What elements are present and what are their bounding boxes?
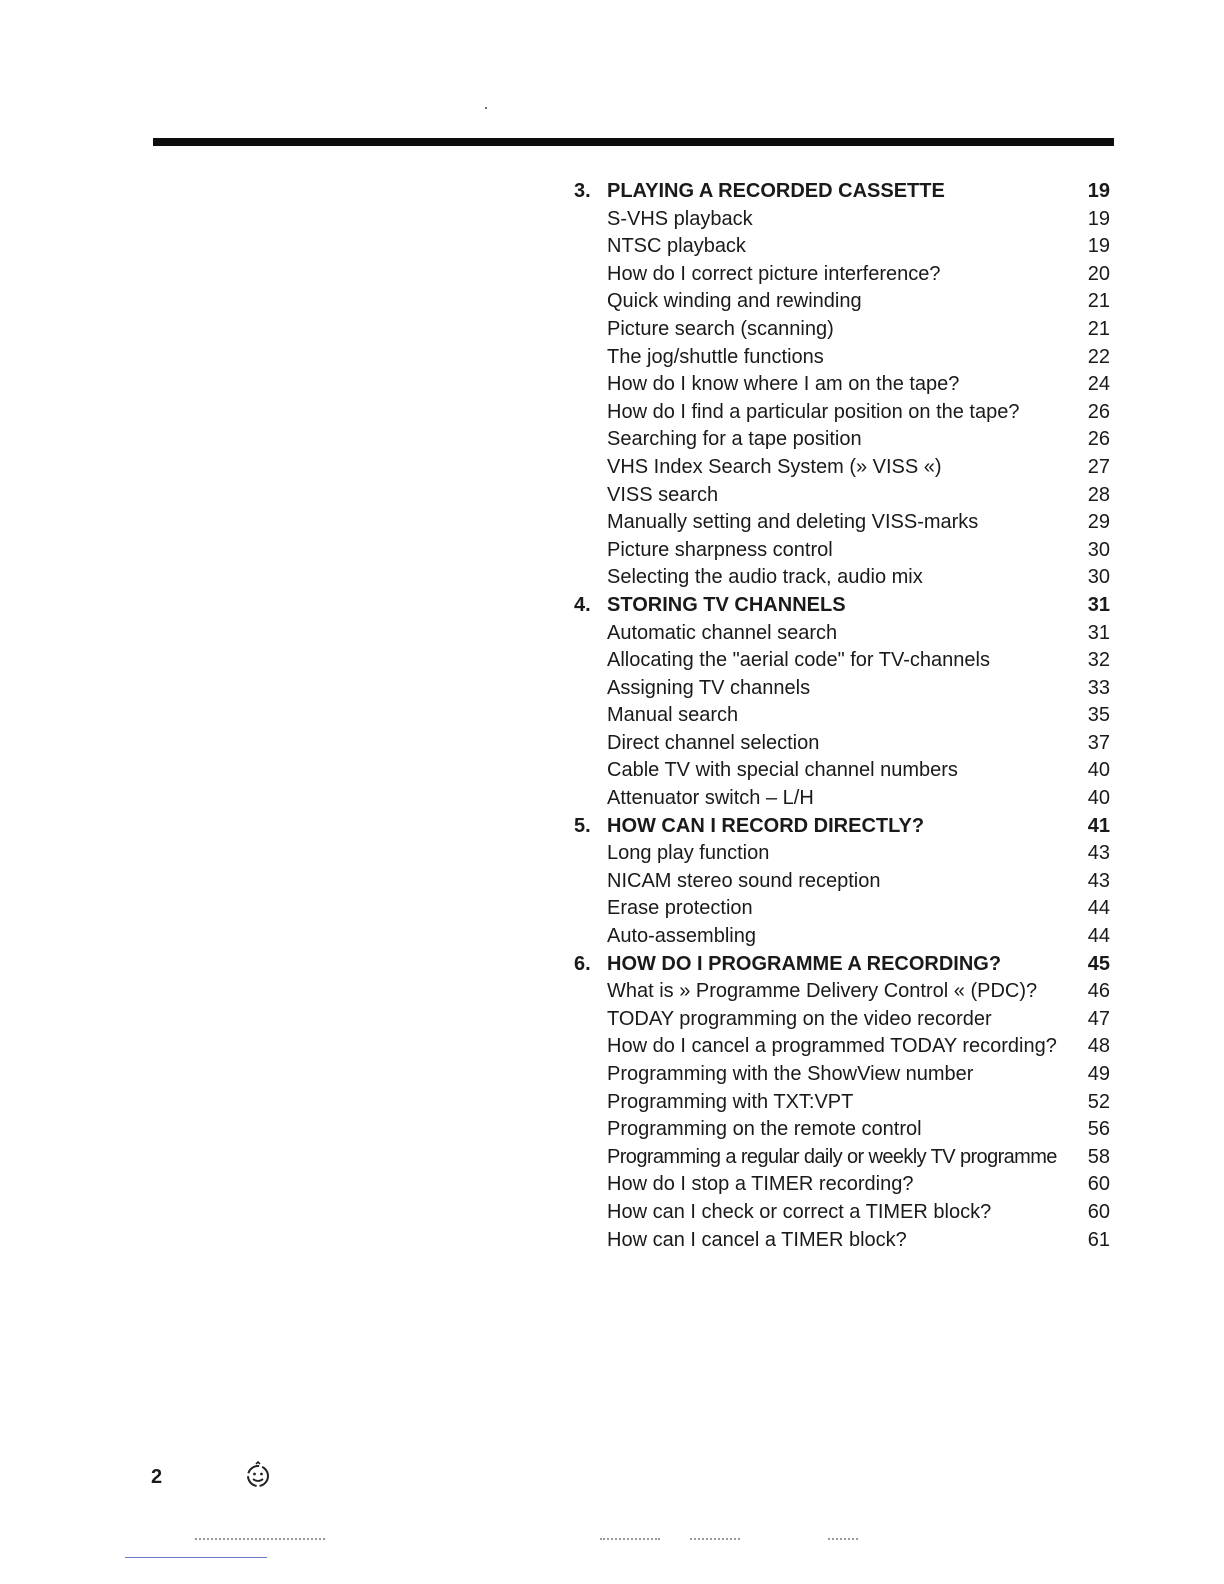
toc-entry-title: Assigning TV channels — [607, 676, 811, 699]
toc-entry-row — [574, 564, 1114, 592]
toc-page-number: 41 — [1087, 814, 1110, 837]
toc-entry-row — [574, 923, 1114, 951]
toc-page-number: 61 — [1087, 1228, 1110, 1251]
toc-entry-row — [574, 454, 1114, 482]
toc-page-number: 35 — [1087, 704, 1110, 727]
toc-entry-row — [574, 1089, 1114, 1117]
scan-speck — [485, 107, 487, 109]
toc-page-number: 24 — [1087, 373, 1110, 396]
toc-entry-title: Searching for a tape position — [607, 428, 862, 451]
toc-entry-title: How can I cancel a TIMER block? — [607, 1228, 907, 1251]
page-number: 2 — [151, 1466, 163, 1488]
toc-entry-title: How can I check or correct a TIMER block? — [607, 1200, 992, 1223]
toc-page-number: 49 — [1087, 1063, 1110, 1085]
toc-entry-title: How do I correct picture interference? — [607, 262, 941, 285]
scan-artifact — [690, 1538, 740, 1542]
toc-entry-title: Picture search (scanning) — [607, 317, 834, 340]
toc-page-number: 19 — [1087, 235, 1110, 258]
toc-entry-row — [574, 620, 1114, 648]
toc-page-number: 22 — [1087, 345, 1110, 368]
toc-entry-row — [574, 1199, 1114, 1227]
toc-entry-row — [574, 1116, 1114, 1144]
toc-entry-title: Selecting the audio track, audio mix — [607, 566, 923, 589]
toc-page-number: 21 — [1087, 317, 1110, 340]
toc-page-number: 33 — [1087, 676, 1110, 699]
toc-entry-title: What is » Programme Delivery Control « (PDC)? — [607, 980, 1038, 1003]
toc-section-title: HOW CAN I RECORD DIRECTLY? — [607, 814, 925, 837]
toc-page-number: 28 — [1087, 483, 1110, 506]
toc-entry-title: Manual search — [607, 704, 739, 727]
toc-entry-title: Attenuator switch – L/H — [607, 787, 814, 810]
toc-entry-row — [574, 344, 1114, 372]
toc-page-number: 56 — [1087, 1118, 1110, 1141]
toc-page-number: 45 — [1087, 952, 1110, 975]
toc-entry-row — [574, 233, 1114, 261]
toc-page-number: 26 — [1087, 428, 1110, 451]
toc-section-title: PLAYING A RECORDED CASSETTE — [607, 180, 945, 202]
toc-entry-title: How do I cancel a programmed TODAY recording? — [607, 1035, 1057, 1058]
recycle-face-icon — [243, 1460, 273, 1490]
toc-entry-row — [574, 288, 1114, 316]
toc-page-number: 31 — [1087, 621, 1110, 644]
toc-entry-row — [574, 426, 1114, 454]
toc-entry-title: How do I know where I am on the tape? — [607, 373, 960, 396]
toc-entry-title: NTSC playback — [607, 235, 746, 258]
toc-entry-row — [574, 537, 1114, 565]
toc-entry-row — [574, 509, 1114, 537]
toc-entry-row — [574, 316, 1114, 344]
toc-entry-title: Manually setting and deleting VISS-marks — [607, 511, 979, 534]
toc-entry-row — [574, 702, 1114, 730]
toc-section-title: HOW DO I PROGRAMME A RECORDING? — [607, 952, 1002, 975]
toc-entry-row — [574, 1033, 1114, 1061]
toc-page-number: 26 — [1087, 400, 1110, 423]
toc-entry-row — [574, 482, 1114, 510]
table-of-contents — [574, 178, 1114, 1254]
toc-section-title: STORING TV CHANNELS — [607, 593, 846, 616]
toc-section-row — [574, 951, 1114, 979]
toc-entry-title: VHS Index Search System (» VISS «) — [607, 455, 942, 478]
toc-page-number: 40 — [1087, 759, 1110, 782]
toc-entry-title: How do I find a particular position on the tape? — [607, 400, 1020, 423]
toc-entry-row — [574, 840, 1114, 868]
toc-section-number: 5. — [574, 814, 591, 837]
toc-entry-title: S-VHS playback — [607, 207, 753, 230]
toc-entry-title: Allocating the "aerial code" for TV-channels — [607, 649, 990, 672]
toc-entry-row — [574, 399, 1114, 427]
toc-page-number: 40 — [1087, 787, 1110, 810]
top-rule — [153, 138, 1114, 146]
toc-entry-row — [574, 895, 1114, 923]
toc-entry-row — [574, 868, 1114, 896]
toc-section-number: 3. — [574, 180, 591, 202]
toc-page-number: 21 — [1087, 290, 1110, 313]
toc-entry-title: Programming with the ShowView number — [607, 1063, 974, 1085]
toc-page-number: 46 — [1087, 980, 1110, 1003]
toc-entry-title: Auto-assembling — [607, 925, 756, 948]
toc-page-number: 43 — [1087, 869, 1110, 892]
toc-entry-row — [574, 261, 1114, 289]
toc-page-number: 44 — [1087, 925, 1110, 948]
scan-artifact — [600, 1538, 660, 1542]
toc-entry-row — [574, 1171, 1114, 1199]
toc-entry-title: Automatic channel search — [607, 621, 838, 644]
toc-entry-title: NICAM stereo sound reception — [607, 869, 881, 892]
toc-entry-row — [574, 1227, 1114, 1255]
toc-page-number: 30 — [1087, 538, 1110, 561]
toc-entry-row — [574, 785, 1114, 813]
toc-page-number: 31 — [1087, 593, 1110, 616]
toc-entry-title: Long play function — [607, 842, 770, 865]
toc-page-number: 29 — [1087, 511, 1110, 534]
toc-entry-title: Programming with TXT:VPT — [607, 1090, 854, 1113]
toc-entry-title: VISS search — [607, 483, 719, 506]
toc-entry-row — [574, 1144, 1114, 1172]
toc-entry-row — [574, 206, 1114, 234]
toc-page-number: 20 — [1087, 262, 1110, 285]
toc-entry-title: Quick winding and rewinding — [607, 290, 862, 313]
toc-entry-row — [574, 647, 1114, 675]
toc-entry-title: TODAY programming on the video recorder — [607, 1007, 992, 1030]
toc-entry-title: How do I stop a TIMER recording? — [607, 1173, 914, 1196]
toc-section-row — [574, 813, 1114, 841]
toc-entry-title: Programming on the remote control — [607, 1118, 922, 1141]
scan-artifact — [195, 1538, 325, 1542]
toc-page-number: 58 — [1087, 1145, 1110, 1168]
bottom-line — [125, 1557, 267, 1558]
toc-entry-title: Programming a regular daily or weekly TV programme — [607, 1145, 1057, 1168]
toc-entry-title: Picture sharpness control — [607, 538, 833, 561]
toc-page-number: 60 — [1087, 1173, 1110, 1196]
toc-page-number: 30 — [1087, 566, 1110, 589]
toc-page-number: 19 — [1087, 180, 1110, 202]
toc-page-number: 27 — [1087, 455, 1110, 478]
toc-page-number: 47 — [1087, 1007, 1110, 1030]
toc-page-number: 37 — [1087, 731, 1110, 754]
toc-section-row — [574, 592, 1114, 620]
toc-entry-title: Direct channel selection — [607, 731, 820, 754]
toc-page-number: 44 — [1087, 897, 1110, 920]
toc-section-row — [574, 178, 1114, 206]
toc-page-number: 48 — [1087, 1035, 1110, 1058]
toc-entry-row — [574, 1061, 1114, 1089]
toc-page-number: 19 — [1087, 207, 1110, 230]
toc-entry-row — [574, 675, 1114, 703]
toc-section-number: 4. — [574, 593, 591, 616]
toc-page-number: 43 — [1087, 842, 1110, 865]
toc-entry-row — [574, 978, 1114, 1006]
toc-entry-row — [574, 371, 1114, 399]
toc-page-number: 60 — [1087, 1200, 1110, 1223]
toc-page-number: 32 — [1087, 649, 1110, 672]
scan-artifact — [828, 1538, 858, 1542]
toc-entry-title: The jog/shuttle functions — [607, 345, 824, 368]
toc-page-number: 52 — [1087, 1090, 1110, 1113]
toc-entry-row — [574, 1006, 1114, 1034]
toc-entry-title: Cable TV with special channel numbers — [607, 759, 958, 782]
toc-entry-row — [574, 730, 1114, 758]
toc-section-number: 6. — [574, 952, 591, 975]
toc-entry-title: Erase protection — [607, 897, 753, 920]
toc-entry-row — [574, 757, 1114, 785]
